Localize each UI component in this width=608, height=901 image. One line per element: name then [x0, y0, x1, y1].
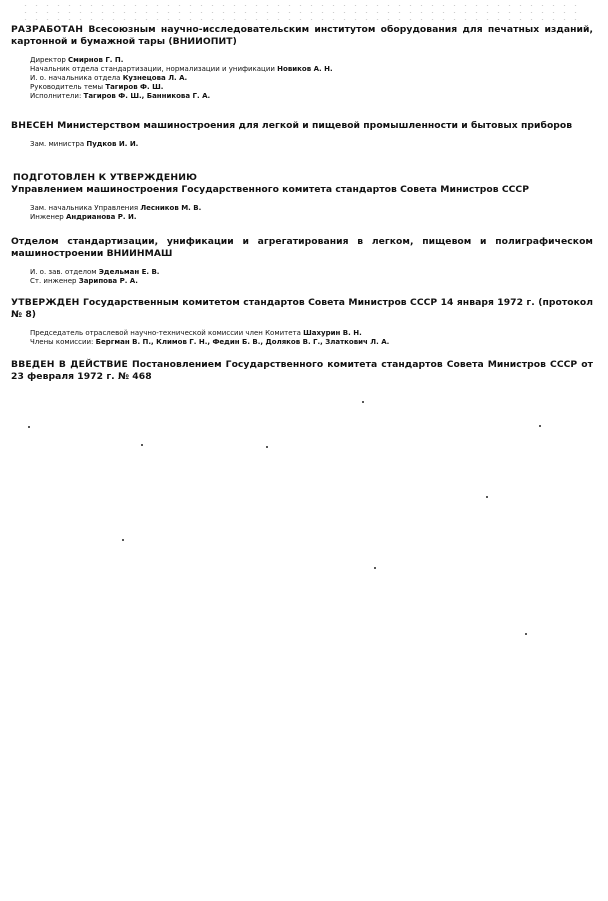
- section-enacted: [11, 359, 593, 383]
- scan-speck: [122, 539, 124, 541]
- section-keyword: ВНЕСЕН: [11, 120, 54, 131]
- signer-line: [30, 213, 593, 222]
- section-text: Отделом стандартизации, унификации и агрегатирования в легком, пищевом и полиграфическом машиностроении ВНИИНМАШ: [11, 236, 593, 259]
- signer-name: Тагиров Ф. Ш., Банникова Г. А.: [83, 92, 211, 100]
- section-department: [11, 236, 593, 286]
- scan-speck: [374, 567, 376, 569]
- section-heading: [11, 297, 593, 321]
- signer-role: Председатель отраслевой научно-технической комиссии член Комитета: [30, 329, 304, 337]
- signer-name: Новиков А. Н.: [277, 65, 333, 73]
- scan-speck: [362, 401, 364, 403]
- scan-speck: [539, 425, 541, 427]
- signer-line: [30, 338, 593, 347]
- signer-line: [30, 277, 593, 286]
- signer-role: Зам. начальника Управления: [30, 204, 141, 212]
- signer-role: И. о. зав. отделом: [30, 268, 99, 276]
- section-heading: [11, 120, 593, 132]
- signer-role: Зам. министра: [30, 140, 87, 148]
- scan-speck: [525, 633, 527, 635]
- section-keyword: ВВЕДЕН В ДЕЙСТВИЕ: [11, 359, 128, 370]
- section-keyword-line: [13, 172, 593, 184]
- signer-role: Ст. инженер: [30, 277, 79, 285]
- section-keyword: ПОДГОТОВЛЕН К УТВЕРЖДЕНИЮ: [13, 172, 198, 183]
- signers-list: [30, 204, 593, 222]
- signer-name: Пудков И. И.: [86, 140, 139, 148]
- signer-name: Эдельман Е. В.: [98, 268, 160, 276]
- signers-list: [30, 140, 593, 149]
- scan-speck: [486, 496, 488, 498]
- signer-name: Шахурин В. Н.: [303, 329, 362, 337]
- signer-name: Лесников М. В.: [140, 204, 202, 212]
- section-text: Всесоюзным научно-исследовательским институтом оборудования для печатных изданий, картонной и бумажной тары (ВНИИОПИТ): [11, 24, 593, 47]
- signer-role: Директор: [30, 56, 69, 64]
- signer-role: Члены комиссии:: [30, 338, 96, 346]
- section-text: Министерством машиностроения для легкой и пищевой промышленности и бытовых приборов: [53, 120, 573, 131]
- scan-noise: [20, 2, 580, 20]
- signer-line: [30, 329, 593, 338]
- signer-role: И. о. начальника отдела: [30, 74, 123, 82]
- scan-speck: [141, 444, 143, 446]
- scan-speck: [266, 446, 268, 448]
- signer-line: [30, 268, 593, 277]
- section-heading: [11, 359, 593, 383]
- signer-line: [30, 65, 593, 74]
- signer-role: Руководитель темы: [30, 83, 106, 91]
- signer-name: Кузнецова Л. А.: [122, 74, 188, 82]
- signer-line: [30, 92, 593, 101]
- section-text: Государственным комитетом стандартов Совета Министров СССР 14 января 1972 г. (протокол № 8): [11, 297, 593, 320]
- signer-name: Бергман В. П., Климов Г. Н., Федин Б. В., Доляков В. Г., Златкович Л. А.: [95, 338, 390, 346]
- signers-list: [30, 268, 593, 286]
- signer-name: Зарипова Р. А.: [78, 277, 138, 285]
- section-keyword: УТВЕРЖДЕН: [11, 297, 80, 308]
- section-keyword: РАЗРАБОТАН: [11, 24, 84, 35]
- signer-line: [30, 56, 593, 65]
- section-approved: [11, 297, 593, 347]
- section-developed: [11, 24, 593, 101]
- section-introduced: [11, 120, 593, 149]
- signer-role: Начальник отдела стандартизации, нормализации и унификации: [30, 65, 278, 73]
- signer-name: Смирнов Г. П.: [68, 56, 124, 64]
- section-heading: [11, 24, 593, 48]
- signer-line: [30, 83, 593, 92]
- scan-speck: [28, 426, 30, 428]
- signer-role: Инженер: [30, 213, 66, 221]
- signer-line: [30, 140, 593, 149]
- signer-line: [30, 74, 593, 83]
- section-text: Управлением машиностроения Государственного комитета стандартов Совета Министров СССР: [11, 184, 529, 195]
- signers-list: [30, 329, 593, 347]
- signer-name: Андрианова Р. И.: [65, 213, 137, 221]
- signers-list: [30, 56, 593, 101]
- section-prepared: [11, 172, 593, 222]
- signer-name: Тагиров Ф. Ш.: [105, 83, 164, 91]
- signer-role: Исполнители:: [30, 92, 84, 100]
- section-text: Постановлением Государственного комитета стандартов Совета Министров СССР от 23 февраля 1972 г. № 468: [11, 359, 593, 382]
- signer-line: [30, 204, 593, 213]
